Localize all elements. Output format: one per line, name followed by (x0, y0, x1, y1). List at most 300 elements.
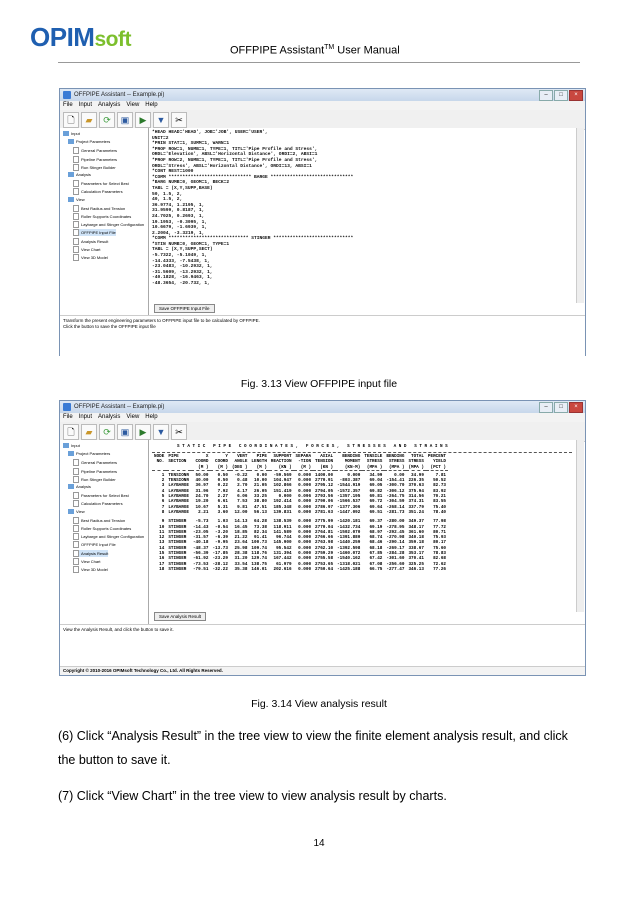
table-cell: -280.00 (386, 519, 405, 525)
table-cell: -61.92 (192, 556, 209, 562)
folder-icon (68, 139, 74, 144)
table-cell: 0.000 (298, 556, 312, 562)
toolbar (60, 110, 585, 130)
table-cell: 1400.00 (315, 472, 334, 478)
input-file-line: *COMM ****************************** BARGE ****************************** (152, 174, 354, 180)
table-cell: 69.51 (369, 509, 383, 515)
table-cell: -17.85 (212, 551, 228, 557)
input-file-line: UNIT=2 (152, 135, 169, 141)
table-cell: -28.12 (212, 561, 228, 567)
run-icon[interactable]: ▶ (135, 424, 151, 440)
tree-item[interactable] (73, 254, 108, 261)
menu-file[interactable]: File (63, 414, 73, 420)
table-cell: 0.000 (347, 472, 361, 478)
table-cell: 75.93 (433, 535, 446, 541)
table-cell: (M ) (217, 464, 228, 470)
tree-item[interactable] (73, 533, 144, 540)
table-cell: STINGER (168, 529, 187, 535)
document-icon (73, 468, 79, 475)
tree-item-label: Calculation Parameters (81, 501, 123, 507)
menu-analysis[interactable]: Analysis (98, 414, 121, 420)
app-icon (63, 403, 71, 411)
table-cell: 82.34 (254, 529, 267, 535)
tree-item-label: Best Radius and Tension (81, 205, 126, 211)
table-cell: 2786.97 (315, 504, 334, 510)
table-cell: 19.20 (195, 499, 209, 505)
table-cell: (KN-M) (344, 464, 361, 470)
tree-item[interactable] (63, 443, 80, 448)
table-cell: -290.14 (386, 540, 405, 546)
table-cell: 0.50 (217, 478, 228, 484)
save-analysis-result-button[interactable]: Save Analysis Result (154, 612, 206, 621)
table-cell: (M ) (256, 464, 267, 470)
table-cell: 2755.58 (315, 556, 334, 562)
table-cell: STINGER (168, 556, 187, 562)
tree-item[interactable] (68, 172, 91, 177)
table-cell: 83.55 (433, 499, 446, 505)
table-cell: -1440.259 (337, 540, 361, 546)
new-file-icon[interactable]: 🗋 (63, 112, 79, 128)
tree-item[interactable] (73, 188, 123, 195)
table-cell: 0.00 (256, 472, 267, 478)
tree-item[interactable] (73, 517, 125, 524)
table-cell: -1572.357 (337, 488, 361, 494)
table-cell: 31.20 (234, 556, 248, 562)
table-cell: 7.53 (237, 499, 248, 505)
table-cell: 34.99 (411, 472, 424, 478)
table-cell: ANGLE (234, 459, 248, 465)
table-cell: 82.73 (433, 483, 446, 489)
table-cell: -59.569 (273, 472, 292, 478)
table-cell: 2794.05 (315, 488, 334, 494)
table-cell: PIPE (256, 454, 267, 459)
input-file-line: 10.6679, -1.6939, 1, (152, 225, 208, 231)
table-cell: PIPE (168, 454, 179, 459)
table-cell: 69.37 (369, 519, 383, 525)
menu-view[interactable]: View (126, 102, 140, 108)
table-cell: (KN ) (278, 464, 292, 470)
save-icon[interactable]: ▣ (117, 112, 133, 128)
table-row (152, 567, 448, 572)
table-cell: 167.442 (273, 556, 292, 562)
table-cell: 9 (161, 519, 165, 525)
tools-icon[interactable]: ✂ (171, 112, 187, 128)
table-cell: SUPPORT (273, 454, 292, 459)
input-file-pane (149, 128, 584, 315)
description-box: View the Analysis Result, and click the button to save it. (60, 624, 585, 669)
table-cell: STRESS (408, 459, 424, 465)
minimize-button[interactable]: – (539, 402, 553, 413)
table-cell: VERT (237, 454, 248, 459)
table-cell: 6 (161, 499, 165, 505)
table-row (152, 519, 448, 524)
table-cell: 102.866 (273, 483, 292, 489)
table-cell: 2795.12 (315, 483, 334, 489)
table-cell: 0.096 (298, 494, 312, 500)
trademark-mark: TM (324, 44, 335, 51)
table-cell: -306.12 (386, 488, 405, 494)
input-file-line: 24.7025, 0.2693, 1, (152, 213, 205, 219)
tree-item[interactable] (73, 156, 117, 163)
document-icon (73, 500, 79, 507)
tree-item[interactable] (68, 139, 110, 144)
tree-item[interactable] (68, 509, 85, 514)
table-cell: -1391.880 (337, 535, 361, 541)
menu-file[interactable]: File (63, 102, 73, 108)
document-icon (73, 533, 79, 540)
result-table-title: S T A T I C P I P E C O O R D I N A T E S , F O R C E S , S T R E S S E S A N D S T R A I N S (177, 444, 448, 449)
filter-icon[interactable]: ▼ (153, 112, 169, 128)
tree-item[interactable] (73, 459, 117, 466)
table-cell: 104.947 (273, 478, 292, 484)
step-6-line-2: the button to save it. (58, 753, 171, 767)
table-cell: -277.47 (386, 566, 405, 572)
table-cell: -304.59 (386, 499, 405, 505)
new-file-icon[interactable]: 🗋 (63, 424, 79, 440)
table-cell: REACTION (270, 459, 292, 465)
document-icon (73, 558, 79, 565)
tree-item-label: Calculation Parameters (81, 189, 123, 195)
minimize-button[interactable]: – (539, 90, 553, 101)
tree-item[interactable] (63, 131, 80, 136)
figure-caption-3-14: Fig. 3.14 View analysis result (251, 698, 387, 710)
table-cell: 2.27 (217, 494, 228, 500)
table-cell: 69.05 (369, 483, 383, 489)
table-cell: 314.56 (408, 494, 424, 500)
tree-item[interactable] (73, 213, 131, 220)
table-cell: 146.01 (251, 566, 267, 572)
tree-item-label: View (76, 196, 85, 202)
window-controls (539, 90, 583, 101)
table-cell: 2766.66 (315, 535, 334, 541)
tree-item[interactable] (73, 566, 108, 573)
table-cell: 4.17 (237, 488, 248, 494)
table-cell: 69.64 (369, 504, 383, 510)
table-cell: (DEG ) (231, 464, 248, 470)
table-cell: COORD (215, 459, 228, 465)
table-cell: -31.57 (192, 535, 209, 541)
table-cell: 370.63 (408, 483, 424, 489)
close-button[interactable]: × (569, 402, 583, 413)
tree-item[interactable] (68, 197, 85, 202)
tree-item[interactable] (73, 541, 116, 548)
table-cell: -9.95 (215, 540, 228, 546)
table-cell: AXIAL (320, 454, 334, 459)
document-icon (73, 517, 79, 524)
input-file-line: -31.5609, -13.2932, 1, (152, 269, 213, 275)
table-cell: 138.539 (273, 519, 292, 525)
table-cell: 6.06 (237, 494, 248, 500)
refresh-icon[interactable]: ⟳ (99, 424, 115, 440)
table-cell: 0.000 (298, 566, 312, 572)
tree-item-label: View Chart (81, 246, 101, 252)
table-cell: 16 (159, 556, 165, 562)
table-cell: 0.000 (298, 561, 312, 567)
table-cell: 0.00 (394, 472, 405, 478)
folder-icon (68, 484, 74, 489)
table-cell: STINGER (168, 524, 187, 530)
tree-item-label: Run Stinger Builder (81, 476, 116, 482)
table-cell: 68.46 (369, 540, 383, 546)
input-file-line: *HEAD HEAD='HEAD', JOB='JOB', USER='USER', (152, 130, 268, 135)
table-cell: 69.82 (369, 488, 383, 494)
table-cell: 109.74 (251, 545, 267, 551)
table-cell: -284.28 (386, 551, 405, 557)
input-file-line: -48.3654, -20.732, 1, (152, 281, 210, 287)
maximize-button[interactable]: □ (554, 402, 568, 413)
window-title: OFFPIPE Assistant -- Example.pi) (74, 92, 165, 98)
table-cell: 10.67 (195, 504, 209, 510)
tree-item[interactable] (73, 205, 125, 212)
table-cell: (KN ) (320, 464, 334, 470)
table-cell: 1 (161, 472, 165, 478)
table-cell: 21.05 (254, 483, 267, 489)
vertical-scrollbar[interactable] (576, 440, 584, 612)
tree-item[interactable] (73, 468, 117, 475)
input-file-line: -5.7322, -5.1049, 1, (152, 253, 208, 259)
table-cell: -1540.162 (337, 556, 361, 562)
table-cell: 0.000 (298, 529, 312, 535)
table-cell: 68.18 (369, 545, 383, 551)
open-folder-icon[interactable]: ▰ (81, 112, 97, 128)
table-cell: 151.419 (273, 488, 292, 494)
window-controls (539, 402, 583, 413)
table-cell: LAYBARGE (168, 483, 189, 489)
tree-item[interactable] (73, 221, 144, 228)
tree-item-label: View (76, 508, 85, 514)
table-cell: 68.74 (369, 535, 383, 541)
table-cell: LAYBARGE (168, 494, 189, 500)
table-cell: -23.29 (212, 556, 228, 562)
table-cell: NO. (156, 459, 165, 465)
table-cell: 72.62 (433, 561, 446, 567)
analysis-result-pane (149, 440, 584, 624)
table-cell: LAYBARGE (168, 504, 189, 510)
table-cell: 69.72 (369, 499, 383, 505)
tree-item-label: General Parameters (81, 148, 118, 154)
tree-item[interactable] (68, 451, 110, 456)
table-cell: 2781.63 (315, 509, 334, 515)
document-icon (73, 221, 79, 228)
table-cell: 337.79 (408, 504, 424, 510)
table-cell: 2759.29 (315, 551, 334, 557)
tree-item-label: OFFPIPE Input File (81, 230, 116, 236)
tree-item-label: Roller Supports Coordinates (81, 214, 132, 219)
menu-help[interactable]: Help (145, 102, 158, 108)
table-cell: 2793.56 (315, 494, 334, 500)
table-cell: -1447.092 (337, 509, 361, 515)
vertical-scrollbar[interactable] (576, 128, 584, 303)
table-cell: 9.81 (237, 504, 248, 510)
close-button[interactable]: × (569, 90, 583, 101)
tree-view (60, 128, 149, 315)
table-cell: 75.60 (433, 545, 446, 551)
step-7-paragraph: (7) Click “View Chart” in the tree view to view analysis result by charts. (58, 789, 447, 803)
status-bar: Copyright © 2010-2016 OPIMsoft Technology Co., Ltd. All Rights Reserved. (60, 666, 585, 675)
table-cell: 0.000 (298, 540, 312, 546)
filter-icon[interactable]: ▼ (153, 424, 169, 440)
save-icon[interactable]: ▣ (117, 424, 133, 440)
tree-item-label: Analysis Result (81, 238, 109, 244)
tree-item[interactable] (68, 484, 91, 489)
table-cell: -1420.181 (337, 519, 361, 525)
table-cell: 0.000 (298, 504, 312, 510)
tree-item[interactable] (73, 558, 101, 565)
table-cell: 370.41 (408, 556, 424, 562)
menu-analysis[interactable]: Analysis (98, 102, 121, 108)
table-cell: 61.979 (276, 561, 292, 567)
table-cell: 8 (161, 509, 165, 515)
tree-item[interactable] (73, 476, 116, 483)
table-cell: 0.000 (278, 494, 292, 500)
table-cell: 21.22 (234, 535, 248, 541)
logo-main-text: OPIM (30, 22, 95, 52)
table-cell: 10 (159, 524, 165, 530)
table-cell: 78.40 (433, 509, 446, 515)
table-cell: 100.73 (251, 540, 267, 546)
tree-item[interactable] (73, 550, 108, 557)
table-cell: -48.37 (192, 545, 209, 551)
table-cell: 33.25 (254, 494, 267, 500)
document-icon (73, 164, 79, 171)
table-cell: 325.25 (408, 561, 424, 567)
tree-item[interactable] (73, 229, 116, 236)
run-icon[interactable]: ▶ (135, 112, 151, 128)
document-icon (73, 229, 79, 236)
table-cell: 5 (161, 494, 165, 500)
result-table (152, 454, 448, 572)
menu-input[interactable]: Input (78, 102, 93, 108)
logo-soft-text: soft (94, 28, 131, 51)
input-file-line: 40, 1.5, 2, (152, 197, 183, 203)
tree-item[interactable] (73, 180, 129, 187)
table-cell: TENSILE (364, 454, 383, 459)
save-input-file-button[interactable]: Save OFFPIPE Input File (154, 304, 215, 313)
input-file-line: *PROF ROW=2, NUMB=1, TYPE=1, TITL='Pipe Profile and Stress', (152, 157, 318, 163)
table-cell: 0.000 (298, 535, 312, 541)
table-cell: 5.31 (217, 504, 228, 510)
input-file-line: TABL = (X,Y,SUPP,SECT) (152, 247, 213, 253)
input-file-line: *PROF ROW=1, NUMB=1, TYPE=1, TITL='Pipe Profile and Stress', (152, 146, 318, 152)
table-cell: -1392.598 (337, 545, 361, 551)
table-cell: 349.37 (408, 519, 424, 525)
table-cell: 2770.91 (315, 478, 334, 484)
result-table-rule (152, 452, 572, 453)
input-file-line: 31.9599, 0.8187, 1, (152, 208, 205, 214)
table-cell: 33.54 (234, 561, 248, 567)
table-cell: 23.64 (234, 540, 248, 546)
toolbar (60, 422, 585, 442)
table-cell: 14 (159, 545, 165, 551)
table-cell: 2762.10 (315, 545, 334, 551)
maximize-button[interactable]: □ (554, 90, 568, 101)
refresh-icon[interactable]: ⟳ (99, 112, 115, 128)
table-cell: 374.31 (408, 499, 424, 505)
table-cell: -1377.306 (337, 504, 361, 510)
menu-view[interactable]: View (126, 414, 140, 420)
table-cell: STINGER (168, 551, 187, 557)
table-cell: TENSIONR (168, 478, 189, 484)
app-icon (63, 91, 71, 99)
table-cell: 64.28 (254, 519, 267, 525)
table-cell: 351.24 (408, 509, 424, 515)
table-cell: 353.17 (408, 551, 424, 557)
table-cell: 346.13 (408, 566, 424, 572)
tree-item[interactable] (73, 525, 131, 532)
tree-item[interactable] (73, 500, 123, 507)
table-cell: LAYBARGE (168, 499, 189, 505)
table-cell: 67.08 (369, 561, 383, 567)
table-cell: -23.05 (192, 529, 209, 535)
table-cell: 18 (159, 566, 165, 572)
tree-item-label: Laybarge and Stinger Configuration (81, 222, 145, 228)
menu-bar (60, 413, 585, 422)
table-cell: 47.51 (254, 504, 267, 510)
tools-icon[interactable]: ✂ (171, 424, 187, 440)
table-cell: 2775.99 (315, 519, 334, 525)
table-cell: BENDING (386, 454, 405, 459)
input-file-line: 50, 1.5, 2, (152, 191, 183, 197)
input-file-line: -14.4333, -7.5438, 1, (152, 258, 210, 264)
table-cell: 2764.81 (315, 529, 334, 535)
open-folder-icon[interactable]: ▰ (81, 424, 97, 440)
table-cell: 185.348 (273, 504, 292, 510)
table-cell: (M ) (300, 464, 312, 470)
table-cell: -40.18 (192, 540, 209, 546)
tree-item[interactable] (73, 147, 117, 154)
table-row (152, 540, 448, 545)
table-cell: -TION (298, 459, 312, 465)
table-cell: 35.38 (234, 566, 248, 572)
tree-item[interactable] (73, 246, 101, 253)
table-cell: -803.387 (339, 478, 361, 484)
menu-input[interactable]: Input (78, 414, 93, 420)
input-file-line: ORDL='Elevation', ABSL='Horizontal Distance', ORDI=2, ABSI=1 (152, 152, 318, 158)
table-cell: 11 (159, 529, 165, 535)
tree-item[interactable] (73, 164, 116, 171)
table-cell: -1566.537 (337, 499, 361, 505)
table-cell: 31.96 (195, 488, 209, 494)
table-cell: (M ) (198, 464, 209, 470)
table-cell: 2753.65 (315, 561, 334, 567)
offpipe-input-window (59, 88, 586, 356)
table-cell: 192.414 (273, 499, 292, 505)
table-cell: 67.85 (369, 551, 383, 557)
table-cell: 118.76 (251, 551, 267, 557)
tree-view (60, 440, 149, 624)
table-cell: 0.50 (217, 472, 228, 478)
table-cell: 4 (161, 488, 165, 494)
tree-item[interactable] (73, 492, 129, 499)
table-cell: 375.94 (408, 488, 424, 494)
table-cell: 0.000 (298, 519, 312, 525)
table-header-row (152, 459, 448, 464)
table-cell: 70.21 (433, 494, 446, 500)
tree-item[interactable] (73, 238, 108, 245)
tree-item-label: Pipeline Parameters (81, 468, 118, 474)
document-icon (73, 238, 79, 245)
table-cell: -1425.188 (337, 566, 361, 572)
menu-help[interactable]: Help (145, 414, 158, 420)
tree-item-label: OFFPIPE Input File (81, 542, 116, 548)
tree-item-label: Analysis (76, 484, 91, 489)
table-cell: 129.74 (251, 556, 267, 562)
table-cell: 15 (159, 551, 165, 557)
folder-icon (63, 443, 69, 448)
table-cell: -14.43 (192, 524, 209, 530)
tree-item-label: Analysis Result (81, 550, 109, 556)
table-cell: -0.22 (234, 472, 248, 478)
